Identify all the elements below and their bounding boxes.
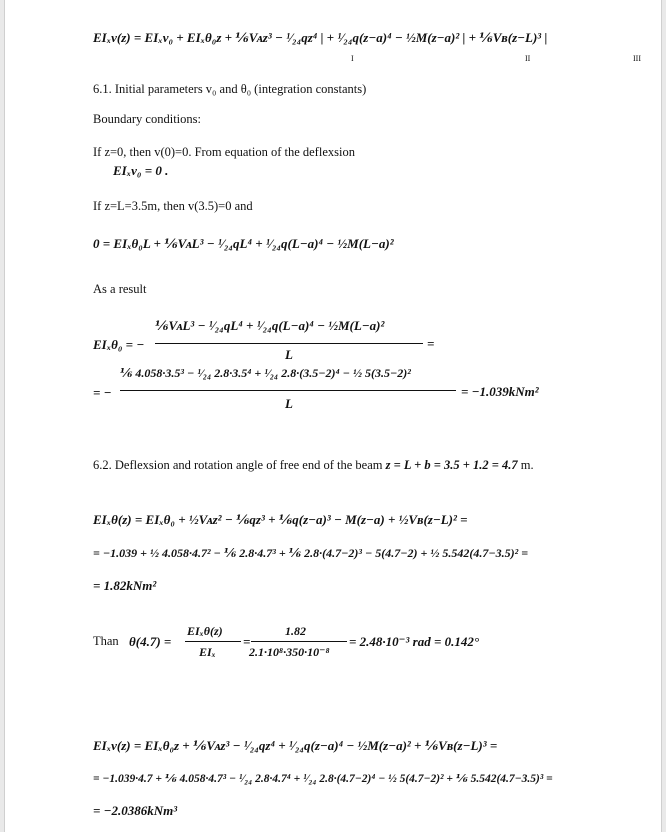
- boundary-conditions-label: Boundary conditions:: [93, 112, 201, 126]
- section-label-3: III: [633, 54, 641, 63]
- theta0-numeric-lead: = −: [93, 385, 112, 400]
- rotation-equation-numeric: = −1.039 + ½ 4.058·4.7² − ⅙ 2.8·4.7³ + ⅙ 2.8·(4.7−2)³ − 5(4.7−2) + ½ 5.542(4.7−3.5)² =: [93, 546, 529, 560]
- deflection-equation-general: EIₓv(z) = EIₓθ₀z + ⅙Vᴀz³ − ¹⁄₂₄qz⁴ + ¹⁄₂₄q(z−a)⁴ − ½M(z−a)² + ⅙Vʙ(z−L)³ =: [93, 738, 498, 753]
- fraction-2-denominator: 2.1·10⁸·350·10⁻⁸: [249, 645, 330, 659]
- theta0-fraction-bar: [155, 343, 423, 344]
- fraction-2-bar: [251, 641, 347, 642]
- document-page: [4, 0, 662, 832]
- theta0-denominator: L: [285, 347, 293, 362]
- condition-2-text: If z=L=3.5m, then v(3.5)=0 and: [93, 199, 253, 213]
- condition-1-equation: EIₓv₀ = 0 .: [113, 163, 169, 178]
- rotation-equation-general: EIₓθ(z) = EIₓθ₀ + ½Vᴀz² − ⅙qz³ + ⅙q(z−a)³ − M(z−a) + ½Vʙ(z−L)² =: [93, 512, 468, 527]
- section-6-1-heading: 6.1. Initial parameters v₀ and θ₀ (integration constants): [93, 82, 367, 96]
- section-label-1: I: [351, 54, 354, 63]
- section-label-2: II: [525, 54, 531, 63]
- equation-zero-deflection: 0 = EIₓθ₀L + ⅙VᴀL³ − ¹⁄₂₄qL⁴ + ¹⁄₂₄q(L−a)⁴ − ½M(L−a)²: [93, 236, 394, 251]
- rotation-result: = 1.82kNm²: [93, 578, 157, 593]
- theta0-numeric-numerator: ⅙ 4.058·3.5³ − ¹⁄₂₄ 2.8·3.5⁴ + ¹⁄₂₄ 2.8·(3.5−2)⁴ − ½ 5(3.5−2)²: [120, 366, 411, 380]
- section-6-2-equation: z = L + b = 3.5 + 1.2 = 4.7: [385, 458, 518, 472]
- section-6-2-unit: m.: [517, 458, 534, 472]
- theta0-numeric-fraction-bar: [120, 390, 456, 391]
- deflection-result: = −2.0386kNm³: [93, 803, 178, 818]
- theta0-result: = −1.039kNm²: [461, 384, 539, 399]
- fraction-1-denominator: EIₓ: [199, 645, 216, 659]
- theta0-equals: =: [427, 336, 435, 351]
- theta0-numerator: ⅙VᴀL³ − ¹⁄₂₄qL⁴ + ¹⁄₂₄q(L−a)⁴ − ½M(L−a)²: [155, 318, 385, 333]
- fraction-1-numerator: EIₓθ(z): [187, 624, 223, 638]
- fraction-2-numerator: 1.82: [285, 624, 306, 638]
- as-a-result-label: As a result: [93, 282, 147, 296]
- fraction-1-bar: [185, 641, 241, 642]
- section-6-2-heading: [93, 458, 534, 473]
- than-label: Than: [93, 634, 119, 648]
- equals-sign: =: [243, 634, 251, 649]
- theta0-numeric-denominator: L: [285, 396, 293, 411]
- theta-at-4-7-lhs: θ(4.7) =: [129, 634, 172, 649]
- equation-deflection-general: EIₓv(z) = EIₓv₀ + EIₓθ₀z + ⅙Vᴀz³ − ¹⁄₂₄qz⁴ | + ¹⁄₂₄q(z−a)⁴ − ½M(z−a)² | + ⅙Vʙ(z−L)³ |: [93, 30, 548, 45]
- theta-at-4-7-result: = 2.48·10⁻³ rad = 0.142°: [349, 634, 480, 649]
- theta0-lhs: EIₓθ₀ = −: [93, 337, 145, 352]
- section-6-2-text: 6.2. Deflexsion and rotation angle of free end of the beam: [93, 458, 383, 472]
- deflection-equation-numeric: = −1.039·4.7 + ⅙ 4.058·4.7³ − ¹⁄₂₄ 2.8·4.7⁴ + ¹⁄₂₄ 2.8·(4.7−2)⁴ − ½ 5(4.7−2)² + ⅙ 5.542(4.7−3.5)³ =: [93, 773, 553, 785]
- condition-1-text: If z=0, then v(0)=0. From equation of the deflexsion: [93, 145, 355, 159]
